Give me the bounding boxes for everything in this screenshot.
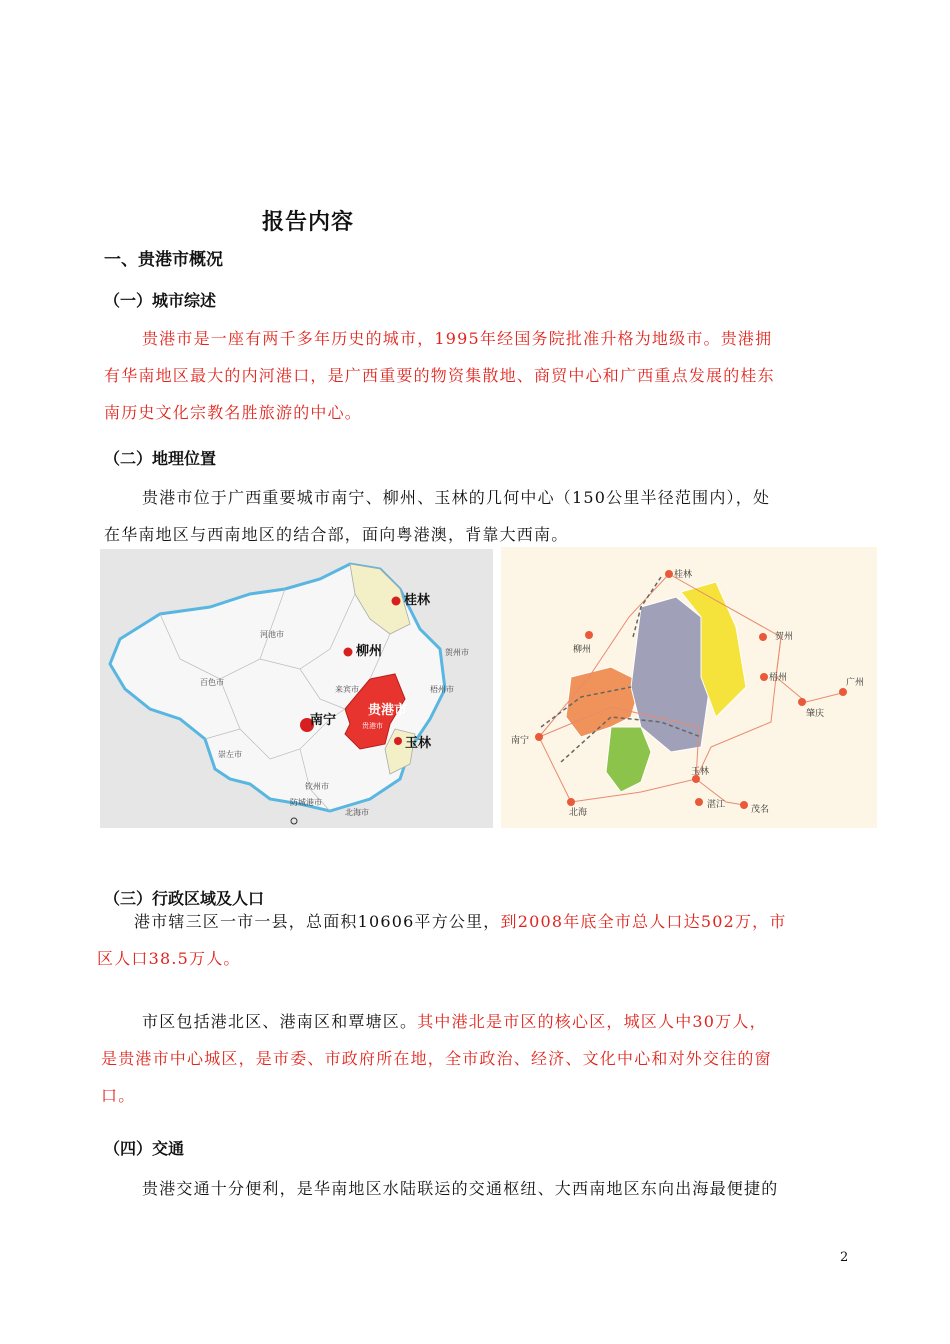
map2-city-liuzhou: 柳州	[573, 645, 592, 655]
district-line-2: 是贵港市中心城区，是市委、市政府所在地，全市政治、经济、文化中心和对外交往的窗	[101, 1049, 772, 1068]
location-line-2: 在华南地区与西南地区的结合部，面向粤港澳，背靠大西南。	[104, 525, 569, 544]
map2-city-guilin: 桂林	[674, 570, 693, 580]
map1-label-hechi: 河池市	[260, 630, 284, 639]
map1-label-hezhou: 贺州市	[445, 648, 469, 657]
subheading-city-overview: （一）城市综述	[104, 291, 217, 310]
map1-city-liuzhou: 柳州	[356, 644, 383, 659]
district-line-1-black: 市区包括港北区、港南区和覃塘区。	[142, 1012, 418, 1031]
subheading-location: （二）地理位置	[104, 449, 217, 468]
map2-city-nanning: 南宁	[511, 736, 530, 746]
map1-label-laibin: 来宾市	[335, 685, 359, 694]
map2-city-maoming: 茂名	[751, 805, 770, 815]
map2-city-wuzhou: 梧州	[769, 673, 788, 683]
guangxi-map-image	[100, 549, 493, 828]
map2-city-zhanjiang: 湛江	[707, 800, 726, 810]
map2-city-guangzhou: 广州	[846, 678, 865, 688]
map1-label-fangchenggang: 防城港市	[290, 798, 322, 807]
map2-city-yulin: 玉林	[691, 767, 710, 777]
map2-city-hezhou: 贺州	[775, 632, 794, 642]
map1-label-baise: 百色市	[200, 678, 224, 687]
map1-city-guilin: 桂林	[404, 593, 431, 608]
section-heading-overview: 一、贵港市概况	[104, 250, 223, 270]
map2-city-zhaoqing: 肇庆	[806, 709, 825, 719]
map1-city-nanning: 南宁	[310, 713, 337, 728]
admin-line-1-black: 港市辖三区一市一县，总面积10606平方公里，	[134, 912, 501, 931]
subheading-transport: （四）交通	[104, 1139, 185, 1158]
city-overview-line-1: 贵港市是一座有两千多年历史的城市，1995年经国务院批准升格为地级市。贵港拥	[142, 329, 773, 348]
admin-line-1	[134, 903, 787, 940]
city-overview-line-3: 南历史文化宗教名胜旅游的中心。	[104, 403, 363, 422]
map1-city-yulin: 玉林	[405, 736, 432, 751]
transport-line-1: 贵港交通十分便利，是华南地区水陆联运的交通枢纽、大西南地区东向出海最便捷的	[142, 1179, 779, 1198]
page-number: 2	[840, 1250, 849, 1265]
district-line-3: 口。	[101, 1086, 136, 1105]
city-overview-line-2: 有华南地区最大的内河港口，是广西重要的物资集散地、商贸中心和广西重点发展的桂东	[104, 366, 775, 385]
map1-label-qinzhou: 钦州市	[305, 782, 329, 791]
district-line-1	[142, 1003, 767, 1040]
admin-line-2: 区人口38.5万人。	[97, 949, 241, 968]
map1-label-wuzhou: 梧州市	[430, 685, 454, 694]
admin-line-1-red: 到2008年底全市总人口达502万，市	[500, 912, 787, 931]
district-line-1-red: 其中港北是市区的核心区，城区人中30万人，	[417, 1012, 767, 1031]
map2-city-beihai: 北海	[569, 808, 588, 818]
page-title: 报告内容	[262, 209, 355, 235]
location-line-1: 贵港市位于广西重要城市南宁、柳州、玉林的几何中心（150公里半径范围内），处	[142, 488, 771, 507]
map1-label-chongzuo: 崇左市	[218, 750, 242, 759]
map1-label-beihai: 北海市	[345, 808, 369, 817]
map1-label-guigang-small: 贵港市	[362, 722, 383, 730]
subheading-admin-population: （三）行政区域及人口	[104, 889, 265, 908]
regional-transport-map-image	[501, 547, 877, 828]
map1-city-guigang: 贵港市	[368, 703, 408, 718]
